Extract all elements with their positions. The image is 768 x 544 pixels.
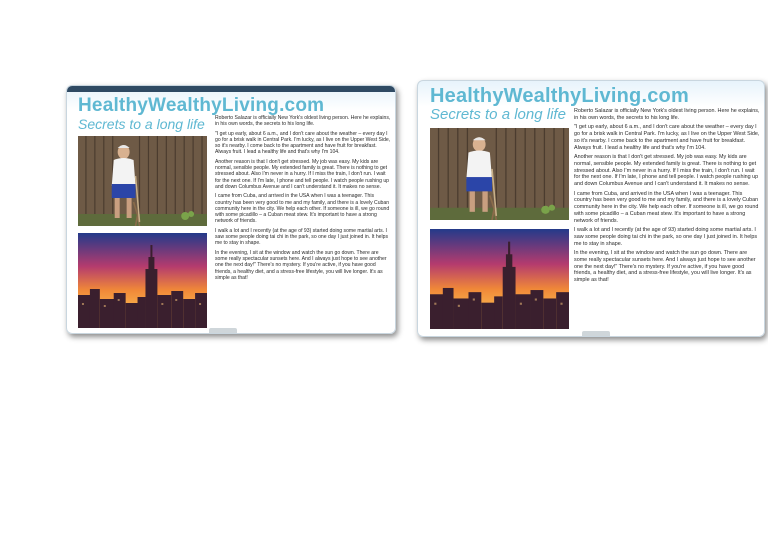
article-paragraph: "I get up early, about 6 a.m., and I don't care about the weather – every day I go for a brisk walk in Central Park. I'm lucky, as I live on the Upper West Side, so it's nearby. I come back to the apartment and have fruit for breakfast. Always fruit. I lead a healthy life and that's why I'm 104. (215, 130, 391, 156)
article-card-right (417, 80, 765, 337)
portrait-photo (430, 128, 569, 220)
page-footer-tab (209, 328, 237, 333)
article-paragraph: In the evening, I sit at the window and watch the sun go down. There are some really spectacular sunsets here. And I always just hope to see another one the next day!" There's no mystery. If you're active, if you have good friends, a healthy diet, and a stress-free lifestyle, you will live longer. It's as simple as that! (215, 249, 387, 281)
page-footer-tab (582, 331, 610, 336)
site-tagline: Secrets to a long life (78, 116, 205, 132)
article-paragraph: I walk a lot and I recently (at the age of 93) started doing some martial arts. I saw some people doing tai chi in the park, so one day I just joined in. It helps me to stay in shape. (574, 227, 758, 247)
article-card-left (66, 85, 396, 334)
article-paragraph: I came from Cuba, and arrived in the USA when I was a teenager. This country has been very good to me and my family, and there is a lovely Cuban community here in the city. We help each other. If someone is ill, we go round with some picadillo – a Cuban meat stew. It's important to have a strong network of friends. (574, 190, 759, 224)
site-title: HealthyWealthyLiving.com (78, 95, 325, 116)
skyline-photo (430, 229, 569, 329)
site-tagline: Secrets to a long life (430, 106, 566, 123)
header-bar (67, 86, 395, 92)
article-paragraph: Another reason is that I don't get stressed. My job was easy. My kids are normal, sensible people. My extended family is great. There is nothing to get stressed about. Also I'm never in a hurry. If I miss the train, I don't run. I wait for the next one. If I'm late, I phone and tell people. I watch people rushing up and down Columbus Avenue and I can't understand it. It makes no sense. (215, 158, 389, 190)
article-body (215, 115, 391, 284)
article-paragraph: I walk a lot and I recently (at the age of 93) started doing some martial arts. I saw some people doing tai chi in the park, so one day I just joined in. It helps me to stay in shape. (215, 227, 389, 247)
article-body (574, 108, 760, 287)
article-paragraph: In the evening, I sit at the window and watch the sun go down. There are some really spectacular sunsets here. And I always just hope to see another one the next day!" There's no mystery. If you're active, if you have good friends, a healthy diet, and a stress-free lifestyle, you will live longer. It's as simple as that! (574, 250, 756, 284)
article-paragraph: Roberto Salazar is officially New York's oldest living person. Here he explains, in his own words, the secrets to his long life. (574, 108, 760, 121)
site-title: HealthyWealthyLiving.com (430, 85, 689, 107)
article-paragraph: "I get up early, about 6 a.m., and I don't care about the weather – every day I go for a brisk walk in Central Park. I'm lucky, as I live on the Upper West Side, so it's nearby. I come back to the apartment and have fruit for breakfast. Always fruit. I lead a healthy life and that's why I'm 104. (574, 124, 760, 151)
skyline-photo (78, 233, 207, 328)
article-paragraph: I came from Cuba, and arrived in the USA when I was a teenager. This country has been very good to me and my family, and there is a lovely Cuban community here in the city. We help each other. If someone is ill, we go round with some picadillo – a Cuban meat stew. It's important to have a strong network of friends. (215, 193, 390, 225)
portrait-photo (78, 136, 207, 226)
article-paragraph: Another reason is that I don't get stressed. My job was easy. My kids are normal, sensible people. My extended family is great. There is nothing to get stressed about. Also I'm never in a hurry. If I miss the train, I don't run. I wait for the next one. If I'm late, I phone and tell people. I watch people rushing up and down Columbus Avenue and I can't understand it. It makes no sense. (574, 154, 759, 188)
article-paragraph: Roberto Salazar is officially New York's oldest living person. Here he explains, in his own words, the secrets to his long life. (215, 115, 391, 128)
